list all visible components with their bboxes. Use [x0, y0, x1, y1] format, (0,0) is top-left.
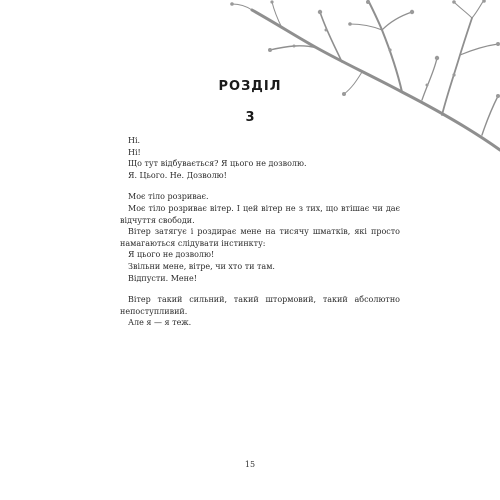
- paragraph: Ні.: [128, 136, 141, 145]
- paragraph: Але я — я теж.: [128, 318, 192, 328]
- paragraph: Звільни мене, вітре, чи хто ти там.: [128, 261, 275, 271]
- paragraph: Я. Цього. Не. Дозволю!: [128, 170, 227, 180]
- paragraph: Ні!: [128, 147, 141, 157]
- paragraph: Відпусти. Мене!: [128, 273, 197, 283]
- page-number: 15: [244, 460, 256, 469]
- paragraph: Вітер такий сильний, такий штормовий, такий абсолютно непоступливий.: [120, 295, 400, 316]
- paragraph-gap: [120, 284, 400, 294]
- paragraph: Вітер затягує і роздирає мене на тисячу шматків, які просто намагаються слідувати інстинкту:: [120, 227, 400, 248]
- chapter-text: [120, 135, 400, 329]
- paragraph: Моє тіло розриває.: [128, 192, 209, 202]
- paragraph: Що тут відбувається? Я цього не дозволю.: [128, 159, 307, 169]
- chapter-heading: РОЗДІЛ: [218, 79, 282, 94]
- paragraph: Моє тіло розриває вітер. І цей вітер не з тих, що втішає чи дає відчуття свободи.: [120, 203, 400, 225]
- chapter-number: 3: [245, 110, 255, 125]
- paragraph-gap: [120, 181, 400, 191]
- paragraph: Я цього не дозволю!: [128, 250, 215, 260]
